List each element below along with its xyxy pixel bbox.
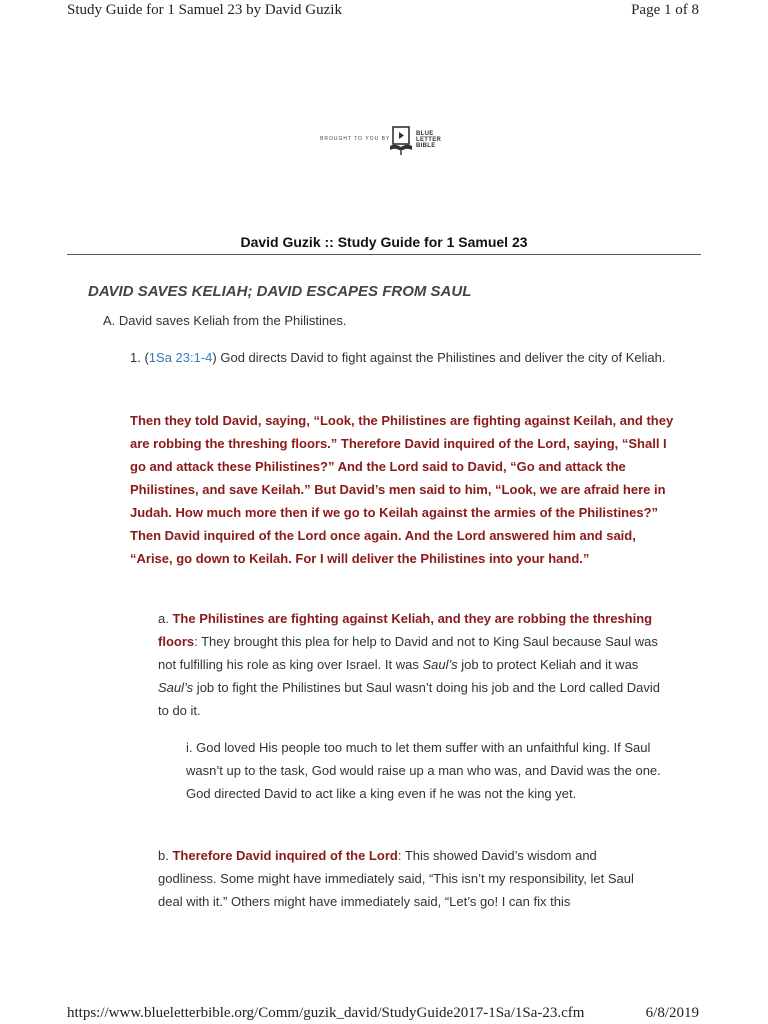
scripture-quote: Then they told David, saying, “Look, the Philistines are fighting against Keilah, and they are robbing the threshing floors.” Therefore David inquired of the Lord, saying, “Shall I go and attack these Philistines?” And the Lord said to David, “Go and attack the Philistines, and save Keilah.” But David’s men said to him, “Look, we are afraid here in Judah. How much more then if we go to Keilah against the armies of the Philistines?” Then David inquired of the Lord once again. And the Lord answered him and said, “Arise, go down to Keilah. For I will deliver the Philistines into your hand.” <box>130 413 674 566</box>
footer-date: 6/8/2019 <box>645 1005 699 1021</box>
blb-logo[interactable] <box>320 126 460 156</box>
page-title: David Guzik :: Study Guide for 1 Samuel 23 <box>240 234 528 250</box>
sub-point-b <box>158 844 648 913</box>
sub-point-a-emphasis-1: Saul’s <box>422 657 458 672</box>
sub-point-a-text-2: job to protect Keliah and it was <box>457 657 639 672</box>
footer-url: https://www.blueletterbible.org/Comm/guzik_david/StudyGuide2017-1Sa/1Sa-23.cfm <box>67 1005 585 1021</box>
title-divider <box>67 254 701 255</box>
sub-point-a-emphasis-2: Saul’s <box>158 680 194 695</box>
outline-point-1 <box>130 346 675 369</box>
scripture-reference-link[interactable]: 1Sa 23:1-4 <box>148 350 213 365</box>
blb-logo-text <box>416 131 441 149</box>
print-footer <box>0 1005 768 1024</box>
outline-point-a: A. David saves Keliah from the Philistines. <box>103 313 347 328</box>
sub-point-a-text-3: job to fight the Philistines but Saul wasn’t doing his job and the Lord called David to do it. <box>158 680 661 718</box>
open-bible-icon <box>389 126 413 161</box>
print-header-title: Study Guide for 1 Samuel 23 by David Guzik <box>67 2 342 18</box>
point-1-number: 1. ( <box>130 350 149 365</box>
logo-line-3: BIBLE <box>416 143 436 149</box>
sub-point-a-label: a. <box>158 611 173 626</box>
brought-to-you-by-text: BROUGHT TO YOU BY <box>320 136 391 142</box>
sub-point-b-text: : This showed David’s wisdom and godliness. Some might have immediately said, “This isn’t my responsibility, let Saul deal with it.” Others might have immediately said, “Let’s go! I can fix this <box>158 848 634 909</box>
sub-point-a-quote: The Philistines are fighting against Keliah, and they are robbing the threshing floors <box>158 611 653 649</box>
sub-point-b-label: b. <box>158 848 173 863</box>
page-number: Page 1 of 8 <box>631 2 699 18</box>
logo-line-1: BLUE <box>416 131 434 137</box>
print-header <box>0 0 768 22</box>
sub-point-a <box>158 607 673 722</box>
sub-point-a-text-1: : They brought this plea for help to David and not to King Saul because Saul was not fulfilling his role as king over Israel. It was <box>158 634 658 672</box>
section-heading: DAVID SAVES KELIAH; DAVID ESCAPES FROM SAUL <box>88 283 472 300</box>
logo-line-2: LETTER <box>416 137 442 143</box>
sub-point-i: i. God loved His people too much to let them suffer with an unfaithful king. If Saul wasn’t up to the task, God would raise up a man who was, and David was the one. God directed David to act like a king even if he was not the king yet. <box>186 740 661 801</box>
point-1-text: ) God directs David to fight against the Philistines and deliver the city of Keliah. <box>212 350 666 365</box>
sub-point-b-quote: Therefore David inquired of the Lord <box>172 848 398 863</box>
